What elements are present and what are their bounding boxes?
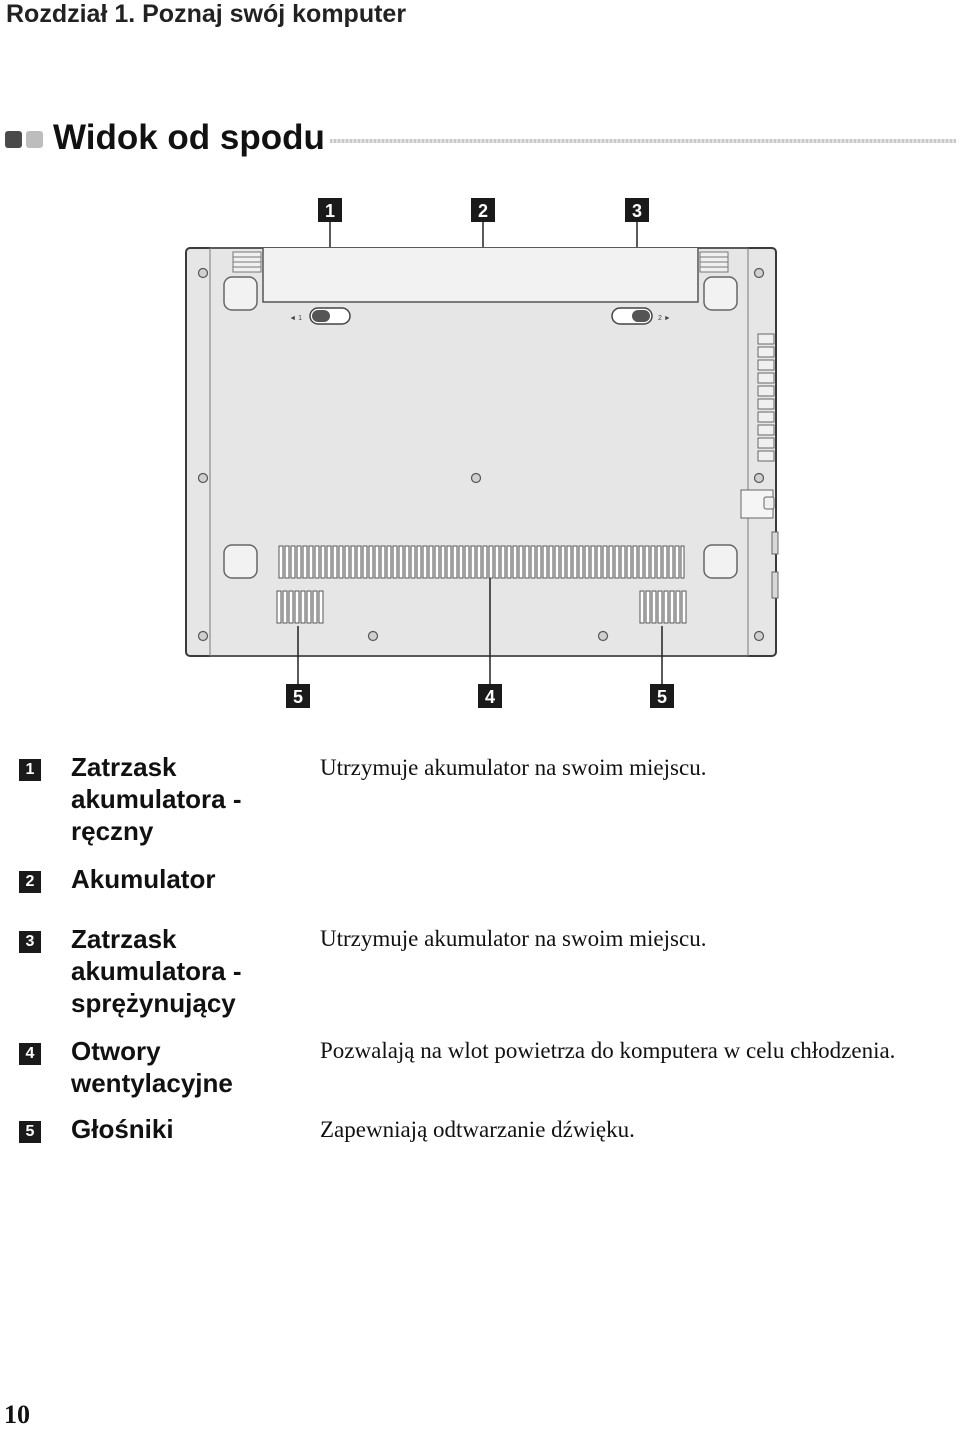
- ventilation-grille: [279, 546, 684, 578]
- legend-term: Głośniki: [71, 1114, 174, 1144]
- svg-text:5: 5: [656, 687, 668, 707]
- section-square-dark-icon: [5, 131, 22, 148]
- legend-description: Pozwalają na wlot powietrza do komputera w celu chłodzenia.: [320, 1038, 896, 1063]
- svg-text:4: 4: [484, 687, 496, 707]
- section-rule: [330, 139, 956, 143]
- legend-term: Akumulator: [71, 864, 216, 894]
- svg-text:3: 3: [631, 201, 643, 221]
- legend-number: 1: [19, 759, 41, 781]
- svg-text:2 ►: 2 ►: [658, 315, 671, 322]
- section-square-light-icon: [26, 131, 43, 148]
- laptop-body: [186, 248, 778, 656]
- legend-term: Zatrzask akumulatora - ręczny: [71, 752, 242, 846]
- svg-text:5: 5: [292, 687, 304, 707]
- legend-number: 4: [19, 1043, 41, 1065]
- svg-text:2: 2: [477, 201, 489, 221]
- section-title: Widok od spodu: [53, 118, 325, 157]
- legend-number: 2: [19, 871, 41, 893]
- svg-text:1: 1: [324, 201, 336, 221]
- legend-number: 3: [19, 931, 41, 953]
- chapter-header: Rozdział 1. Poznaj swój komputer: [6, 0, 407, 28]
- svg-text:◄ 1: ◄ 1: [289, 315, 302, 322]
- legend-term: Otwory wentylacyjne: [71, 1036, 233, 1098]
- legend-description: Utrzymuje akumulator na swoim miejscu.: [320, 755, 707, 780]
- page-number: 10: [4, 1400, 30, 1429]
- legend-description: Zapewniają odtwarzanie dźwięku.: [320, 1117, 635, 1142]
- legend-description: Utrzymuje akumulator na swoim miejscu.: [320, 926, 707, 951]
- laptop-bottom-diagram: [0, 180, 960, 715]
- legend-term: Zatrzask akumulatora - sprężynujący: [71, 924, 242, 1018]
- section-header: [0, 118, 960, 164]
- legend-number: 5: [19, 1121, 41, 1143]
